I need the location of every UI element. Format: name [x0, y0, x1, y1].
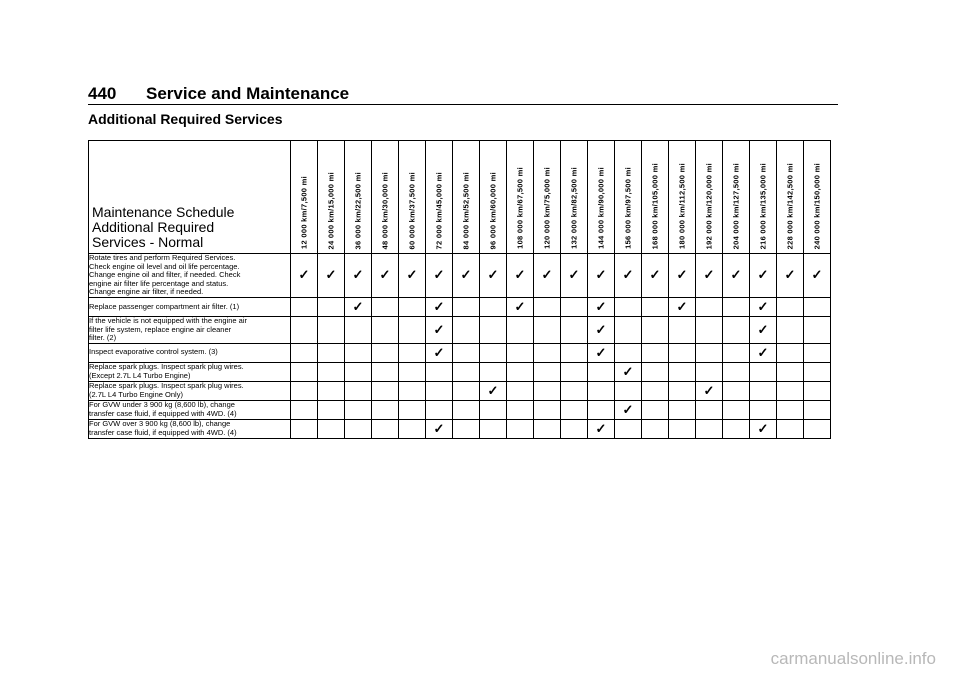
schedule-cell: [804, 381, 831, 400]
schedule-cell: [507, 400, 534, 419]
check-icon: ✓: [487, 382, 499, 398]
schedule-cell: [318, 381, 345, 400]
interval-label: 120 000 km/75,000 mi: [542, 167, 552, 249]
schedule-cell: [480, 316, 507, 343]
schedule-cell: [507, 316, 534, 343]
schedule-cell: [561, 254, 588, 298]
header-row: [89, 141, 831, 254]
schedule-cell: [750, 343, 777, 362]
schedule-cell: [642, 254, 669, 298]
interval-label: 132 000 km/82,500 mi: [569, 167, 579, 249]
table-row: [89, 400, 831, 419]
schedule-cell: [345, 419, 372, 438]
schedule-cell: [426, 297, 453, 316]
schedule-cell: [345, 297, 372, 316]
check-icon: ✓: [595, 321, 607, 337]
section-heading: Service and Maintenance: [146, 84, 350, 103]
service-description: Inspect evaporative control system. (3): [89, 343, 291, 362]
check-icon: ✓: [676, 298, 688, 314]
schedule-cell: [642, 316, 669, 343]
schedule-cell: [534, 400, 561, 419]
schedule-cell: [723, 254, 750, 298]
schedule-cell: [642, 419, 669, 438]
table-row: [89, 381, 831, 400]
check-icon: ✓: [433, 267, 445, 283]
check-icon: ✓: [757, 267, 769, 283]
schedule-cell: [588, 381, 615, 400]
table-row: [89, 362, 831, 381]
interval-header: [750, 141, 777, 254]
check-icon: ✓: [622, 363, 634, 379]
schedule-cell: [291, 400, 318, 419]
table-row: [89, 254, 831, 298]
schedule-cell: [750, 362, 777, 381]
maintenance-schedule-table: [88, 140, 831, 439]
schedule-cell: [372, 297, 399, 316]
schedule-cell: [480, 297, 507, 316]
schedule-cell: [318, 254, 345, 298]
schedule-cell: [750, 381, 777, 400]
schedule-cell: [345, 381, 372, 400]
schedule-cell: [669, 419, 696, 438]
schedule-cell: [534, 254, 561, 298]
schedule-cell: [318, 419, 345, 438]
schedule-cell: [777, 343, 804, 362]
check-icon: ✓: [703, 267, 715, 283]
interval-label: 60 000 km/37,500 mi: [407, 171, 417, 249]
schedule-cell: [642, 297, 669, 316]
schedule-cell: [561, 316, 588, 343]
schedule-cell: [588, 316, 615, 343]
schedule-cell: [696, 400, 723, 419]
service-description: Replace spark plugs. Inspect spark plug wires. (Except 2.7L L4 Turbo Engine): [89, 362, 291, 381]
table-row: [89, 297, 831, 316]
check-icon: ✓: [757, 344, 769, 360]
schedule-cell: [804, 343, 831, 362]
schedule-cell: [696, 381, 723, 400]
schedule-cell: [318, 362, 345, 381]
schedule-cell: [345, 362, 372, 381]
interval-header: [669, 141, 696, 254]
check-icon: ✓: [541, 267, 553, 283]
schedule-cell: [534, 297, 561, 316]
schedule-cell: [399, 254, 426, 298]
schedule-cell: [399, 400, 426, 419]
check-icon: ✓: [460, 267, 472, 283]
schedule-cell: [426, 362, 453, 381]
schedule-body: [89, 254, 831, 439]
schedule-title-cell: [89, 141, 291, 254]
schedule-cell: [291, 381, 318, 400]
watermark: carmanualsonline.info: [770, 649, 936, 668]
schedule-cell: [345, 316, 372, 343]
schedule-cell: [669, 362, 696, 381]
service-description: Rotate tires and perform Required Services. Check engine oil level and oil life percentage. Change engine oil and filter, if needed. Check engine air filter life percentage and status. Change engine air filter, if needed.: [89, 254, 291, 298]
interval-label: 180 000 km/112,500 mi: [677, 163, 687, 249]
check-icon: ✓: [784, 267, 796, 283]
check-icon: ✓: [622, 267, 634, 283]
schedule-cell: [480, 362, 507, 381]
schedule-cell: [345, 343, 372, 362]
schedule-cell: [615, 400, 642, 419]
schedule-cell: [696, 254, 723, 298]
schedule-cell: [696, 419, 723, 438]
schedule-cell: [453, 362, 480, 381]
schedule-cell: [318, 297, 345, 316]
schedule-cell: [669, 343, 696, 362]
schedule-cell: [723, 297, 750, 316]
schedule-cell: [615, 254, 642, 298]
schedule-cell: [372, 254, 399, 298]
header-rule: [88, 104, 838, 105]
schedule-cell: [399, 419, 426, 438]
schedule-cell: [615, 381, 642, 400]
schedule-cell: [453, 297, 480, 316]
schedule-cell: [588, 343, 615, 362]
schedule-cell: [669, 254, 696, 298]
schedule-cell: [480, 419, 507, 438]
check-icon: ✓: [433, 344, 445, 360]
schedule-cell: [750, 316, 777, 343]
schedule-cell: [723, 381, 750, 400]
interval-label: 24 000 km/15,000 mi: [326, 171, 336, 249]
schedule-title: [89, 205, 290, 253]
schedule-cell: [507, 419, 534, 438]
schedule-cell: [507, 362, 534, 381]
schedule-cell: [534, 381, 561, 400]
schedule-cell: [291, 316, 318, 343]
schedule-cell: [561, 343, 588, 362]
schedule-cell: [777, 400, 804, 419]
schedule-cell: [480, 254, 507, 298]
check-icon: ✓: [352, 267, 364, 283]
schedule-cell: [372, 419, 399, 438]
schedule-cell: [723, 343, 750, 362]
schedule-cell: [291, 362, 318, 381]
interval-header: [642, 141, 669, 254]
table-row: [89, 343, 831, 362]
interval-label: 96 000 km/60,000 mi: [488, 171, 498, 249]
schedule-cell: [291, 419, 318, 438]
schedule-cell: [507, 343, 534, 362]
interval-label: 144 000 km/90,000 mi: [596, 167, 606, 249]
check-icon: ✓: [757, 298, 769, 314]
interval-label: 192 000 km/120,000 mi: [704, 162, 714, 249]
schedule-cell: [426, 343, 453, 362]
schedule-cell: [615, 343, 642, 362]
interval-label: 48 000 km/30,000 mi: [380, 171, 390, 249]
service-description: Replace spark plugs. Inspect spark plug wires. (2.7L L4 Turbo Engine Only): [89, 381, 291, 400]
schedule-cell: [534, 419, 561, 438]
schedule-title-line: Services - Normal: [92, 234, 204, 250]
schedule-cell: [669, 297, 696, 316]
check-icon: ✓: [811, 267, 823, 283]
schedule-cell: [696, 362, 723, 381]
schedule-cell: [480, 381, 507, 400]
schedule-cell: [561, 400, 588, 419]
schedule-cell: [615, 297, 642, 316]
schedule-cell: [642, 343, 669, 362]
interval-header: [561, 141, 588, 254]
schedule-cell: [534, 316, 561, 343]
check-icon: ✓: [514, 298, 526, 314]
interval-label: 168 000 km/105,000 mi: [650, 162, 660, 249]
schedule-cell: [804, 316, 831, 343]
schedule-cell: [696, 297, 723, 316]
schedule-cell: [426, 419, 453, 438]
service-description: Replace passenger compartment air filter. (1): [89, 297, 291, 316]
check-icon: ✓: [595, 420, 607, 436]
interval-header: [399, 141, 426, 254]
schedule-cell: [399, 297, 426, 316]
interval-header: [345, 141, 372, 254]
schedule-cell: [588, 297, 615, 316]
schedule-cell: [642, 400, 669, 419]
schedule-cell: [777, 362, 804, 381]
schedule-cell: [372, 400, 399, 419]
check-icon: ✓: [352, 298, 364, 314]
interval-label: 216 000 km/135,000 mi: [758, 162, 768, 249]
check-icon: ✓: [406, 267, 418, 283]
schedule-cell: [669, 400, 696, 419]
schedule-cell: [723, 400, 750, 419]
check-icon: ✓: [433, 321, 445, 337]
schedule-cell: [507, 381, 534, 400]
check-icon: ✓: [595, 298, 607, 314]
interval-header: [696, 141, 723, 254]
schedule-cell: [426, 316, 453, 343]
interval-header: [426, 141, 453, 254]
schedule-cell: [696, 316, 723, 343]
check-icon: ✓: [595, 344, 607, 360]
check-icon: ✓: [298, 267, 310, 283]
check-icon: ✓: [325, 267, 337, 283]
schedule-cell: [372, 343, 399, 362]
schedule-cell: [453, 254, 480, 298]
schedule-cell: [588, 400, 615, 419]
check-icon: ✓: [676, 267, 688, 283]
schedule-cell: [642, 381, 669, 400]
interval-label: 204 000 km/127,500 mi: [731, 162, 741, 249]
schedule-cell: [345, 254, 372, 298]
check-icon: ✓: [649, 267, 661, 283]
schedule-cell: [453, 400, 480, 419]
schedule-cell: [372, 362, 399, 381]
schedule-cell: [453, 381, 480, 400]
schedule-cell: [372, 381, 399, 400]
schedule-cell: [615, 316, 642, 343]
interval-header: [534, 141, 561, 254]
schedule-cell: [777, 381, 804, 400]
schedule-cell: [588, 254, 615, 298]
schedule-cell: [669, 381, 696, 400]
interval-header: [615, 141, 642, 254]
schedule-title-line: Additional Required: [92, 219, 215, 235]
schedule-cell: [453, 343, 480, 362]
schedule-cell: [804, 419, 831, 438]
schedule-cell: [372, 316, 399, 343]
schedule-cell: [507, 254, 534, 298]
check-icon: ✓: [757, 420, 769, 436]
schedule-cell: [399, 381, 426, 400]
schedule-cell: [561, 297, 588, 316]
interval-label: 84 000 km/52,500 mi: [461, 171, 471, 249]
interval-label: 12 000 km/7,500 mi: [299, 176, 309, 249]
table-row: [89, 419, 831, 438]
schedule-title-line: Maintenance Schedule: [92, 204, 235, 220]
schedule-cell: [804, 297, 831, 316]
check-icon: ✓: [730, 267, 742, 283]
schedule-cell: [480, 343, 507, 362]
schedule-cell: [291, 297, 318, 316]
service-description: For GVW under 3 900 kg (8,600 lb), change transfer case fluid, if equipped with 4WD. (4): [89, 400, 291, 419]
interval-header: [588, 141, 615, 254]
schedule-cell: [345, 400, 372, 419]
schedule-cell: [291, 254, 318, 298]
schedule-cell: [291, 343, 318, 362]
schedule-cell: [723, 316, 750, 343]
schedule-cell: [561, 381, 588, 400]
schedule-cell: [723, 362, 750, 381]
schedule-cell: [453, 316, 480, 343]
schedule-cell: [318, 400, 345, 419]
schedule-cell: [399, 362, 426, 381]
page-header: [88, 84, 838, 104]
check-icon: ✓: [514, 267, 526, 283]
interval-header: [318, 141, 345, 254]
page-number: 440: [88, 84, 117, 103]
schedule-cell: [750, 297, 777, 316]
schedule-cell: [777, 254, 804, 298]
schedule-cell: [399, 343, 426, 362]
table-row: [89, 316, 831, 343]
schedule-cell: [750, 254, 777, 298]
check-icon: ✓: [487, 267, 499, 283]
interval-header: [291, 141, 318, 254]
interval-header: [723, 141, 750, 254]
check-icon: ✓: [568, 267, 580, 283]
schedule-cell: [426, 254, 453, 298]
check-icon: ✓: [379, 267, 391, 283]
schedule-cell: [777, 316, 804, 343]
schedule-cell: [561, 419, 588, 438]
schedule-cell: [318, 316, 345, 343]
schedule-cell: [426, 400, 453, 419]
schedule-cell: [588, 419, 615, 438]
schedule-cell: [777, 297, 804, 316]
schedule-cell: [399, 316, 426, 343]
schedule-cell: [750, 419, 777, 438]
check-icon: ✓: [757, 321, 769, 337]
interval-header: [507, 141, 534, 254]
schedule-cell: [480, 400, 507, 419]
service-description: For GVW over 3 900 kg (8,600 lb), change transfer case fluid, if equipped with 4WD. (4): [89, 419, 291, 438]
schedule-cell: [588, 362, 615, 381]
section-title: Additional Required Services: [88, 111, 283, 127]
interval-header: [372, 141, 399, 254]
schedule-cell: [804, 254, 831, 298]
schedule-cell: [534, 343, 561, 362]
check-icon: ✓: [433, 298, 445, 314]
schedule-cell: [561, 362, 588, 381]
interval-header: [453, 141, 480, 254]
check-icon: ✓: [622, 401, 634, 417]
schedule-cell: [777, 419, 804, 438]
interval-header: [804, 141, 831, 254]
interval-label: 240 000 km/150,000 mi: [812, 162, 822, 249]
schedule-cell: [723, 419, 750, 438]
schedule-cell: [804, 400, 831, 419]
schedule-cell: [426, 381, 453, 400]
interval-header: [777, 141, 804, 254]
interval-label: 36 000 km/22,500 mi: [353, 171, 363, 249]
schedule-cell: [750, 400, 777, 419]
schedule-cell: [804, 362, 831, 381]
schedule-cell: [318, 343, 345, 362]
interval-header: [480, 141, 507, 254]
schedule-cell: [696, 343, 723, 362]
interval-label: 72 000 km/45,000 mi: [434, 171, 444, 249]
schedule-cell: [642, 362, 669, 381]
schedule-cell: [507, 297, 534, 316]
interval-label: 228 000 km/142,500 mi: [785, 162, 795, 249]
interval-label: 156 000 km/97,500 mi: [623, 167, 633, 249]
check-icon: ✓: [595, 267, 607, 283]
check-icon: ✓: [703, 382, 715, 398]
service-description: If the vehicle is not equipped with the engine air filter life system, replace engine air cleaner filter. (2): [89, 316, 291, 343]
schedule-cell: [534, 362, 561, 381]
schedule-cell: [615, 419, 642, 438]
schedule-cell: [615, 362, 642, 381]
check-icon: ✓: [433, 420, 445, 436]
interval-label: 108 000 km/67,500 mi: [515, 167, 525, 249]
schedule-cell: [453, 419, 480, 438]
schedule-cell: [669, 316, 696, 343]
